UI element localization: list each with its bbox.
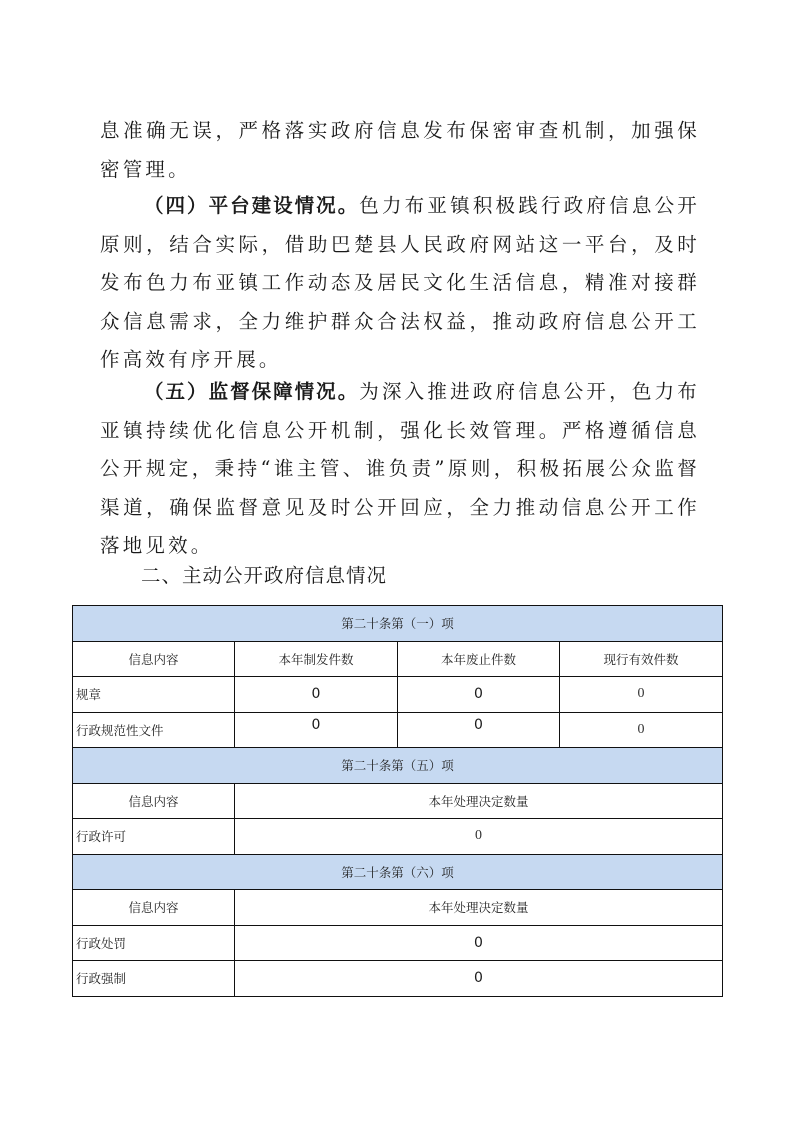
table-header-row <box>73 890 723 926</box>
table-row <box>73 961 723 997</box>
cell-value: 0 <box>235 925 723 961</box>
cell-value: 0 <box>235 961 723 997</box>
table-section-row <box>73 854 723 890</box>
table-section-row <box>73 748 723 784</box>
paragraph-text: 色力布亚镇积极践行政府信息公开原则，结合实际，借助巴楚县人民政府网站这一平台，及时发布色力布亚镇工作动态及居民文化生活信息，精准对接群众信息需求，全力维护群众合法权益，推动政府信息公开工作高效有序开展。 <box>100 194 700 371</box>
column-header: 信息内容 <box>73 890 235 926</box>
cell-value: 0 <box>235 677 398 713</box>
column-header: 本年处理决定数量 <box>235 890 723 926</box>
table-header-row <box>73 783 723 819</box>
paragraph-text: 息准确无误，严格落实政府信息发布保密审查机制，加强保密管理。 <box>100 119 700 181</box>
section-title: 第二十条第（五）项 <box>73 748 723 784</box>
cell-value: 0 <box>398 712 560 748</box>
paragraph-text: 为深入推进政府信息公开，色力布亚镇持续优化信息公开机制，强化长效管理。严格遵循信息公开规定，秉持“谁主管、谁负责”原则，积极拓展公众监督渠道，确保监督意见及时公开回应，全力推动信息公开工作落地见效。 <box>100 380 700 557</box>
cell-value: 0 <box>398 677 560 713</box>
table-header-row <box>73 641 723 677</box>
column-header: 本年废止件数 <box>398 641 560 677</box>
paragraph-continuation <box>100 112 700 189</box>
paragraph-heading: （四）平台建设情况。 <box>144 194 360 217</box>
paragraph-platform-construction <box>100 187 700 380</box>
paragraph-heading: （五）监督保障情况。 <box>144 380 360 403</box>
cell-value: 0 <box>235 819 723 855</box>
table-row <box>73 925 723 961</box>
row-label: 行政处罚 <box>73 925 235 961</box>
table-row <box>73 677 723 713</box>
row-label: 行政强制 <box>73 961 235 997</box>
row-label: 规章 <box>73 677 235 713</box>
section-title: 第二十条第（一）项 <box>73 606 723 642</box>
row-label: 行政规范性文件 <box>73 712 235 748</box>
section-title: 第二十条第（六）项 <box>73 854 723 890</box>
column-header: 本年制发件数 <box>235 641 398 677</box>
column-header: 信息内容 <box>73 783 235 819</box>
table-row <box>73 712 723 748</box>
cell-value: 0 <box>560 712 723 748</box>
column-header: 现行有效件数 <box>560 641 723 677</box>
paragraph-supervision-guarantee <box>100 373 700 566</box>
column-header: 本年处理决定数量 <box>235 783 723 819</box>
column-header: 信息内容 <box>73 641 235 677</box>
table-section-row <box>73 606 723 642</box>
row-label: 行政许可 <box>73 819 235 855</box>
section-heading: 二、主动公开政府信息情况 <box>141 564 388 587</box>
cell-value: 0 <box>235 712 398 748</box>
disclosure-table <box>72 605 723 997</box>
cell-value: 0 <box>560 677 723 713</box>
table-row <box>73 819 723 855</box>
